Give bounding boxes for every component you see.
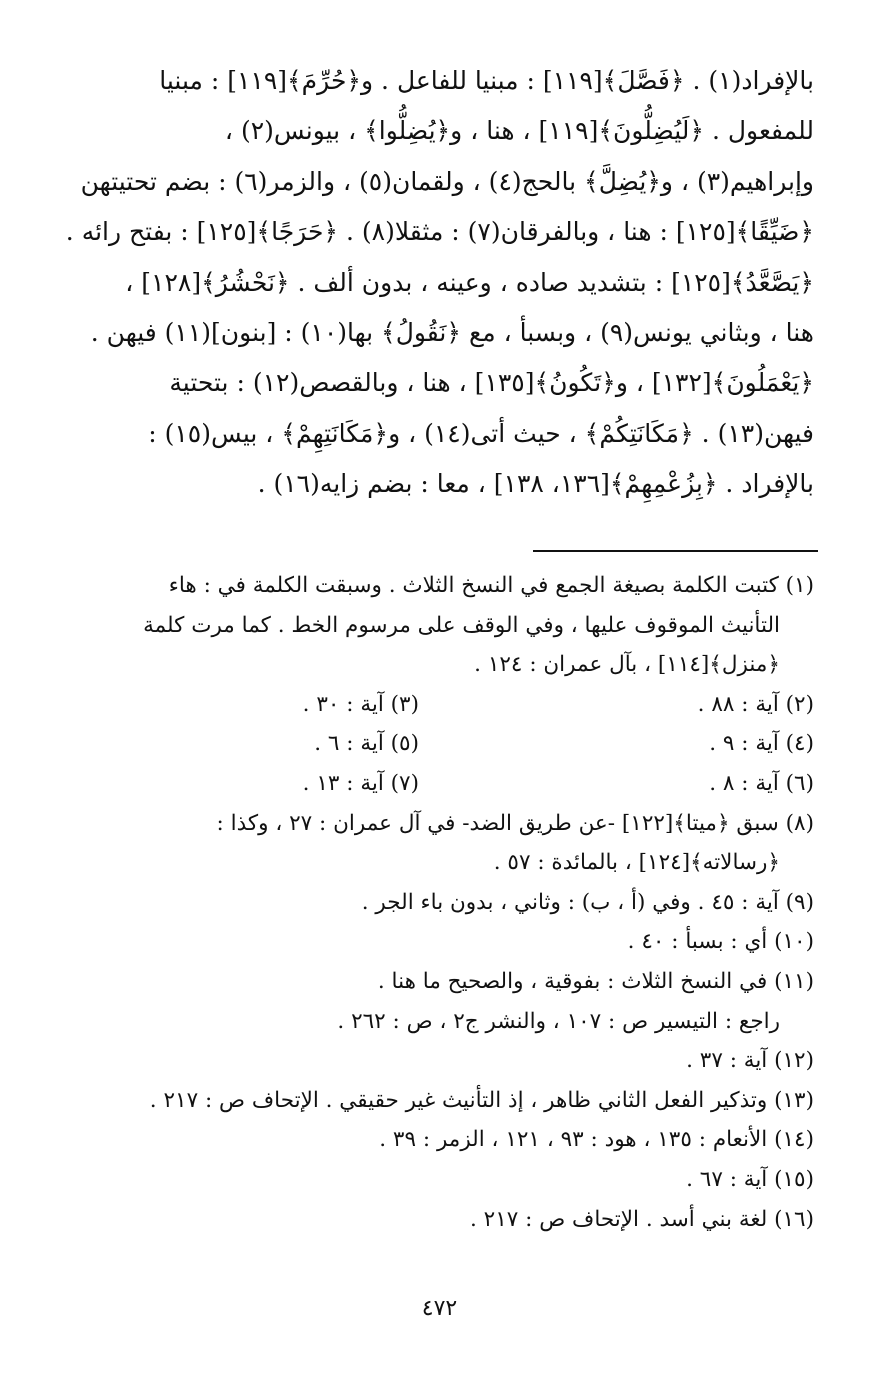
footnote-15: (١٥) آية : ٦٧ . (686, 1166, 814, 1192)
text-line: ﴿يَصَّعَّدُ﴾[١٢٥] : بتشديد صاده ، وعينه ، بدون ألف . ﴿نَحْشُرُ﴾[١٢٨] ، (125, 267, 814, 297)
footnote-7: (٧) آية : ١٣ . (302, 770, 419, 796)
text-line: للمفعول . ﴿لَيُضِلُّونَ﴾[١١٩] ، هنا ، و﴿يُضِلُّوا﴾ ، بيونس(٢) ، (224, 116, 814, 146)
footnote-pair-row (92, 724, 814, 764)
footnote-16: (١٦) لغة بني أسد . الإتحاف ص : ٢١٧ . (469, 1206, 814, 1232)
footnote-2: (٢) آية : ٨٨ . (697, 691, 814, 717)
footnote-separator (533, 550, 818, 552)
text-line: ﴿ضَيِّقًا﴾[١٢٥] : هنا ، وبالفرقان(٧) : مثقلا(٨) . ﴿حَرَجًا﴾[١٢٥] : بفتح رائه . (65, 217, 814, 247)
footnote-9: (٩) آية : ٤٥ . وفي (أ ، ب) : وثاني ، بدون باء الجر . (361, 889, 814, 915)
main-text (65, 56, 814, 510)
footnote-1-line: التأنيث الموقوف عليها ، وفي الوقف على مرسوم الخط . كما مرت كلمة (143, 612, 780, 638)
text-line: بالإفراد . ﴿بِزُعْمِهِمْ﴾[١٣٦، ١٣٨] ، معا : بضم زايه(١٦) . (257, 469, 814, 499)
text-line: هنا ، وبثاني يونس(٩) ، وبسبأ ، مع ﴿نَقُولُ﴾ بها(١٠) : [بنون](١١) فيهن . (90, 318, 814, 348)
text-line: بالإفراد(١) . ﴿فَصَّلَ﴾[١١٩] : مبنيا للفاعل . و﴿حُرِّمَ﴾[١١٩] : مبنيا (159, 66, 814, 95)
text-line: فيهن(١٣) . ﴿مَكَانَتِكُمْ﴾ ، حيث أتى(١٤) ، و﴿مَكَانَتِهِمْ﴾ ، بيس(١٥) : (148, 418, 814, 448)
footnote-10: (١٠) أي : بسبأ : ٤٠ . (627, 929, 814, 955)
footnote-8-line: (٨) سبق ﴿ميتا﴾[١٢٢] -عن طريق الضد- في آل عمران : ٢٧ ، وكذا : (216, 810, 814, 836)
footnote-6: (٦) آية : ٨ . (709, 770, 814, 796)
footnote-pair-row (92, 764, 814, 804)
footnote-12: (١٢) آية : ٣٧ . (686, 1048, 814, 1074)
footnote-13: (١٣) وتذكير الفعل الثاني ظاهر ، إذ التأنيث غير حقيقي . الإتحاف ص : ٢١٧ . (149, 1087, 814, 1113)
page-number: ٤٧٢ (421, 1296, 458, 1321)
footnote-14: (١٤) الأنعام : ١٣٥ ، هود : ٩٣ ، ١٢١ ، الزمر : ٣٩ . (379, 1127, 814, 1153)
footnote-4: (٤) آية : ٩ . (709, 731, 814, 757)
text-line: ﴿يَعْمَلُونَ﴾[١٣٢] ، و﴿تَكُونُ﴾[١٣٥] ، هنا ، وبالقصص(١٢) : بتحتية (169, 368, 814, 398)
footnote-1-line: ﴿منزل﴾[١١٤] ، بآل عمران : ١٢٤ . (474, 652, 780, 678)
footnote-3: (٣) آية : ٣٠ . (302, 691, 419, 717)
footnote-1-line: (١) كتبت الكلمة بصيغة الجمع في النسخ الثلاث . وسبقت الكلمة في : هاء (168, 573, 814, 598)
footnote-11: (١١) في النسخ الثلاث : بفوقية ، والصحيح ما هنا . (377, 968, 814, 994)
footnote-11-reference: راجع : التيسير ص : ١٠٧ ، والنشر ج٢ ، ص : ٢٦٢ . (337, 1008, 780, 1034)
text-line: وإبراهيم(٣) ، و﴿يُضِلَّ﴾ بالحج(٤) ، ولقمان(٥) ، والزمر(٦) : بضم تحتيتهن (80, 166, 814, 196)
footnote-8-line: ﴿رسالاته﴾[١٢٤] ، بالمائدة : ٥٧ . (493, 850, 780, 876)
footnote-pair-row (92, 685, 814, 725)
footnotes (92, 566, 814, 1239)
footnote-5: (٥) آية : ٦ . (314, 731, 419, 757)
